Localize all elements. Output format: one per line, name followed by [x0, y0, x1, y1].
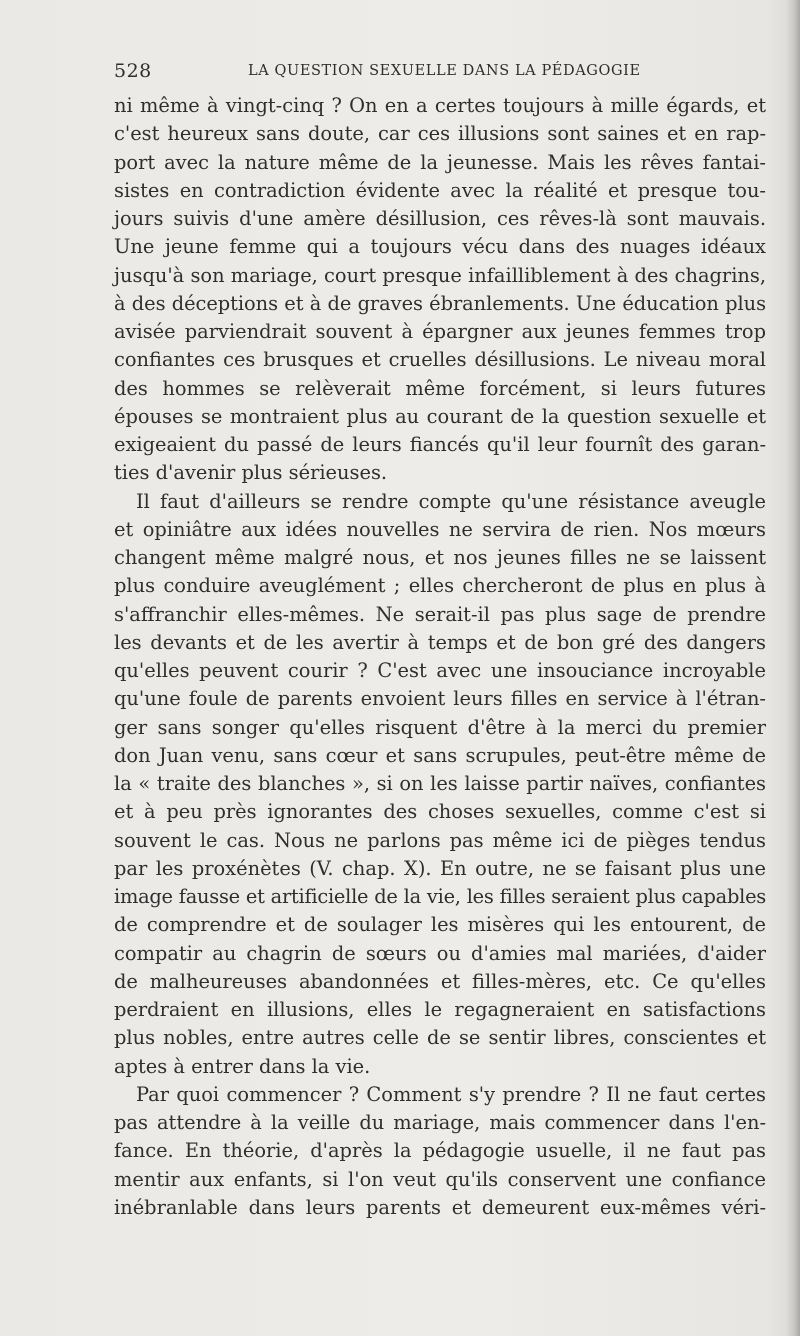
text-line: par les proxénètes (V. chap. X). En outre, ne se faisant plus une — [114, 856, 766, 880]
text-line: qu'une foule de parents envoient leurs filles en service à l'étran- — [114, 687, 766, 711]
text-line: s'affranchir elles-mêmes. Ne serait-il pas plus sage de prendre — [114, 602, 766, 626]
text-line: compatir au chagrin de sœurs ou d'amies mal mariées, d'aider — [114, 941, 766, 965]
text-line: et opiniâtre aux idées nouvelles ne servira de rien. Nos mœurs — [114, 517, 766, 541]
text-line: Il faut d'ailleurs se rendre compte qu'une résistance aveugle — [136, 489, 766, 513]
text-line: don Juan venu, sans cœur et sans scrupules, peut-être même de — [114, 743, 766, 767]
text-line: ties d'avenir plus sérieuses. — [114, 461, 388, 485]
text-line: avisée parviendrait souvent à épargner aux jeunes femmes trop — [114, 320, 766, 343]
text-line: de malheureuses abandonnées et filles-mères, etc. Ce qu'elles — [114, 969, 766, 993]
text-line: jusqu'à son mariage, court presque infailliblement à des chagrins, — [114, 263, 766, 287]
text-line: ni même à vingt-cinq ? On en a certes toujours à mille égards, et — [114, 94, 766, 117]
text-line: pas attendre à la veille du mariage, mais commencer dans l'en- — [114, 1111, 766, 1134]
text-line: fance. En théorie, d'après la pédagogie usuelle, il ne faut pas — [114, 1139, 766, 1163]
text-line: jours suivis d'une amère désillusion, ces rêves-là sont mauvais. — [114, 207, 766, 230]
text-line: inébranlable dans leurs parents et demeurent eux-mêmes véri- — [114, 1195, 766, 1219]
text-line: la « traite des blanches », si on les laisse partir naïves, confiantes — [114, 772, 766, 795]
text-line: Une jeune femme qui a toujours vécu dans des nuages idéaux — [114, 235, 766, 259]
text-line: Par quoi commencer ? Comment s'y prendre ? Il ne faut certes — [136, 1082, 766, 1106]
running-head — [114, 60, 766, 84]
text-line: des hommes se relèverait même forcément, si leurs futures — [114, 376, 766, 400]
page-edge — [786, 0, 800, 1336]
text-line: et à peu près ignorantes des choses sexuelles, comme c'est si — [114, 800, 766, 824]
text-line: confiantes ces brusques et cruelles désillusions. Le niveau moral — [114, 348, 766, 372]
text-line: perdraient en illusions, elles le regagneraient en satisfactions — [114, 998, 766, 1021]
page-number: 528 — [114, 60, 152, 82]
text-line: mentir aux enfants, si l'on veut qu'ils conservent une confiance — [114, 1167, 766, 1191]
text-line: épouses se montraient plus au courant de la question sexuelle et — [114, 404, 766, 428]
text-line: souvent le cas. Nous ne parlons pas même ici de pièges tendus — [114, 828, 766, 852]
running-title: LA QUESTION SEXUELLE DANS LA PÉDAGOGIE — [248, 63, 641, 79]
text-line: sistes en contradiction évidente avec la réalité et presque tou- — [114, 178, 766, 202]
text-line: plus nobles, entre autres celle de se sentir libres, conscientes et — [114, 1026, 766, 1050]
text-line: changent même malgré nous, et nos jeunes filles ne se laissent — [114, 546, 766, 569]
text-line: les devants et de les avertir à temps et de bon gré des dangers — [114, 630, 766, 654]
text-line: plus conduire aveuglément ; elles chercheront de plus en plus à — [114, 574, 766, 598]
text-line: exigeaient du passé de leurs fiancés qu'il leur fournît des garan- — [114, 433, 766, 456]
text-line: de comprendre et de soulager les misères qui les entourent, de — [114, 913, 766, 937]
text-line: qu'elles peuvent courir ? C'est avec une insouciance incroyable — [114, 659, 766, 682]
body-text — [114, 92, 766, 1222]
text-line: port avec la nature même de la jeunesse. Mais les rêves fantai- — [114, 150, 766, 174]
text-line: ger sans songer qu'elles risquent d'être à la merci du premier — [114, 715, 766, 739]
text-line: image fausse et artificielle de la vie, les filles seraient plus capables — [114, 885, 766, 908]
text-line: c'est heureux sans doute, car ces illusions sont saines et en rap- — [114, 122, 766, 146]
text-line: à des déceptions et à de graves ébranlements. Une éducation plus — [114, 291, 766, 315]
text-line: aptes à entrer dans la vie. — [114, 1054, 371, 1078]
